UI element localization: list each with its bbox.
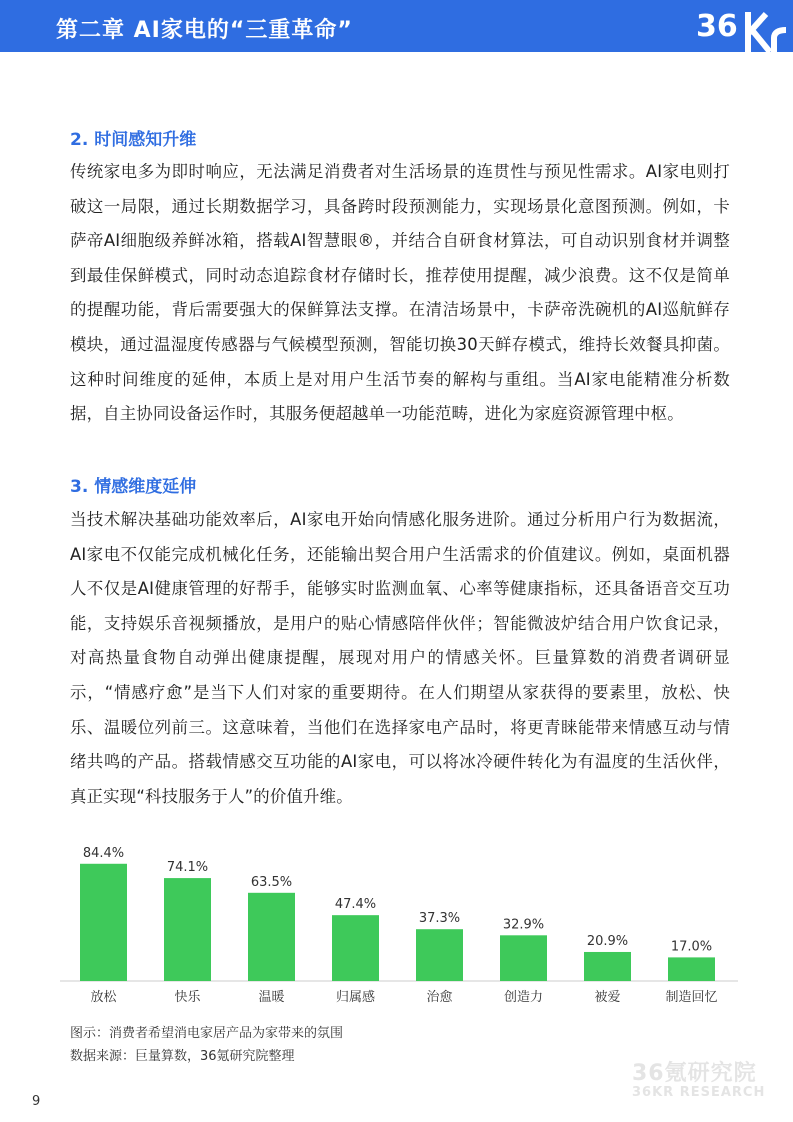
chapter-title: 第二章 AI家电的“三重革命” — [56, 18, 353, 43]
category-label-2: 温暖 — [258, 990, 285, 1005]
bar-0 — [80, 864, 127, 981]
value-label-5: 32.9% — [502, 917, 545, 933]
section-heading-emotion: 3. 情感维度延伸 — [70, 477, 197, 497]
category-label-4: 治愈 — [426, 990, 453, 1005]
bar-1 — [164, 878, 211, 981]
category-label-5: 创造力 — [503, 990, 544, 1005]
value-label-1: 74.1% — [166, 860, 209, 876]
value-label-6: 20.9% — [586, 933, 629, 949]
category-label-3: 归属感 — [335, 990, 376, 1005]
data-source: 数据来源：巨量算数，36氪研究院整理 — [70, 1049, 295, 1064]
bar-7 — [668, 957, 715, 981]
paragraph-emotion-dimension: 当技术解决基础功能效率后，AI家电开始向情感化服务进阶。通过分析用户行为数据流，AI家电不仅能完成机械化任务，还能输出契合用户生活需求的价值建议。例如，桌面机器人不仅是AI健康管理的好帮手，能够实时监测血氧、心率等健康指标，还具备语音交互功能，支持娱乐音视频播放，是用户的贴心情感陪伴伙伴；智能微波炉结合用户饮食记录，对高热量食物自动弹出健康提醒，展现对用户的情感关怀。巨量算数的消费者调研显示，“情感疗愈”是当下人们对家的重要期待。在人们期望从家获得的要素里，放松、快乐、温暖位列前三。这意味着，当他们在选择家电产品时，将更青睐能带来情感互动与情绪共鸣的产品。搭载情感交互功能的AI家电，可以将冰冷硬件转化为有温度的生活伙伴，真正实现“科技服务于人”的价值升维。 — [70, 510, 730, 806]
bar-5 — [500, 935, 547, 981]
value-label-0: 84.4% — [82, 845, 125, 861]
page-number: 9 — [32, 1094, 41, 1109]
svg-text:36: 36 — [696, 9, 738, 44]
bar-4 — [416, 929, 463, 981]
bar-3 — [332, 915, 379, 981]
36kr-logo-icon — [690, 2, 793, 52]
header-bar — [0, 0, 793, 52]
value-label-3: 47.4% — [334, 897, 377, 913]
category-label-7: 制造回忆 — [665, 990, 718, 1005]
category-label-6: 被爱 — [594, 990, 621, 1005]
bar-6 — [584, 952, 631, 981]
watermark-cn: 36氪研究院 — [632, 1061, 757, 1086]
figure-caption: 图示：消费者希望消电家居产品为家带来的氛围 — [70, 1026, 344, 1041]
section-heading-time: 2. 时间感知升维 — [70, 130, 197, 150]
value-label-4: 37.3% — [418, 911, 461, 927]
watermark — [632, 1056, 765, 1100]
paragraph-time-perception: 传统家电多为即时响应，无法满足消费者对生活场景的连贯性与预见性需求。AI家电则打破这一局限，通过长期数据学习，具备跨时段预测能力，实现场景化意图预测。例如，卡萨帝AI细胞级养鲜冰箱，搭载AI智慧眼®，并结合自研食材算法，可自动识别食材并调整到最佳保鲜模式，同时动态追踪食材存储时长，推荐使用提醒，减少浪费。这不仅是简单的提醒功能，背后需要强大的保鲜算法支撑。在清洁场景中，卡萨帝洗碗机的AI巡航鲜存模块，通过温湿度传感器与气候模型预测，智能切换30天鲜存模式，维持长效餐具抑菌。这种时间维度的延伸，本质上是对用户生活节奏的解构与重组。当AI家电能精准分析数据，自主协同设备运作时，其服务便超越单一功能范畴，进化为家庭资源管理中枢。 — [70, 162, 730, 424]
bar-chart — [60, 840, 760, 1015]
value-label-2: 63.5% — [250, 874, 293, 890]
watermark-en: 36KR RESEARCH — [632, 1085, 766, 1100]
bar-2 — [248, 893, 295, 981]
value-label-7: 17.0% — [670, 939, 713, 955]
category-label-1: 快乐 — [174, 990, 201, 1005]
category-label-0: 放松 — [90, 990, 117, 1005]
